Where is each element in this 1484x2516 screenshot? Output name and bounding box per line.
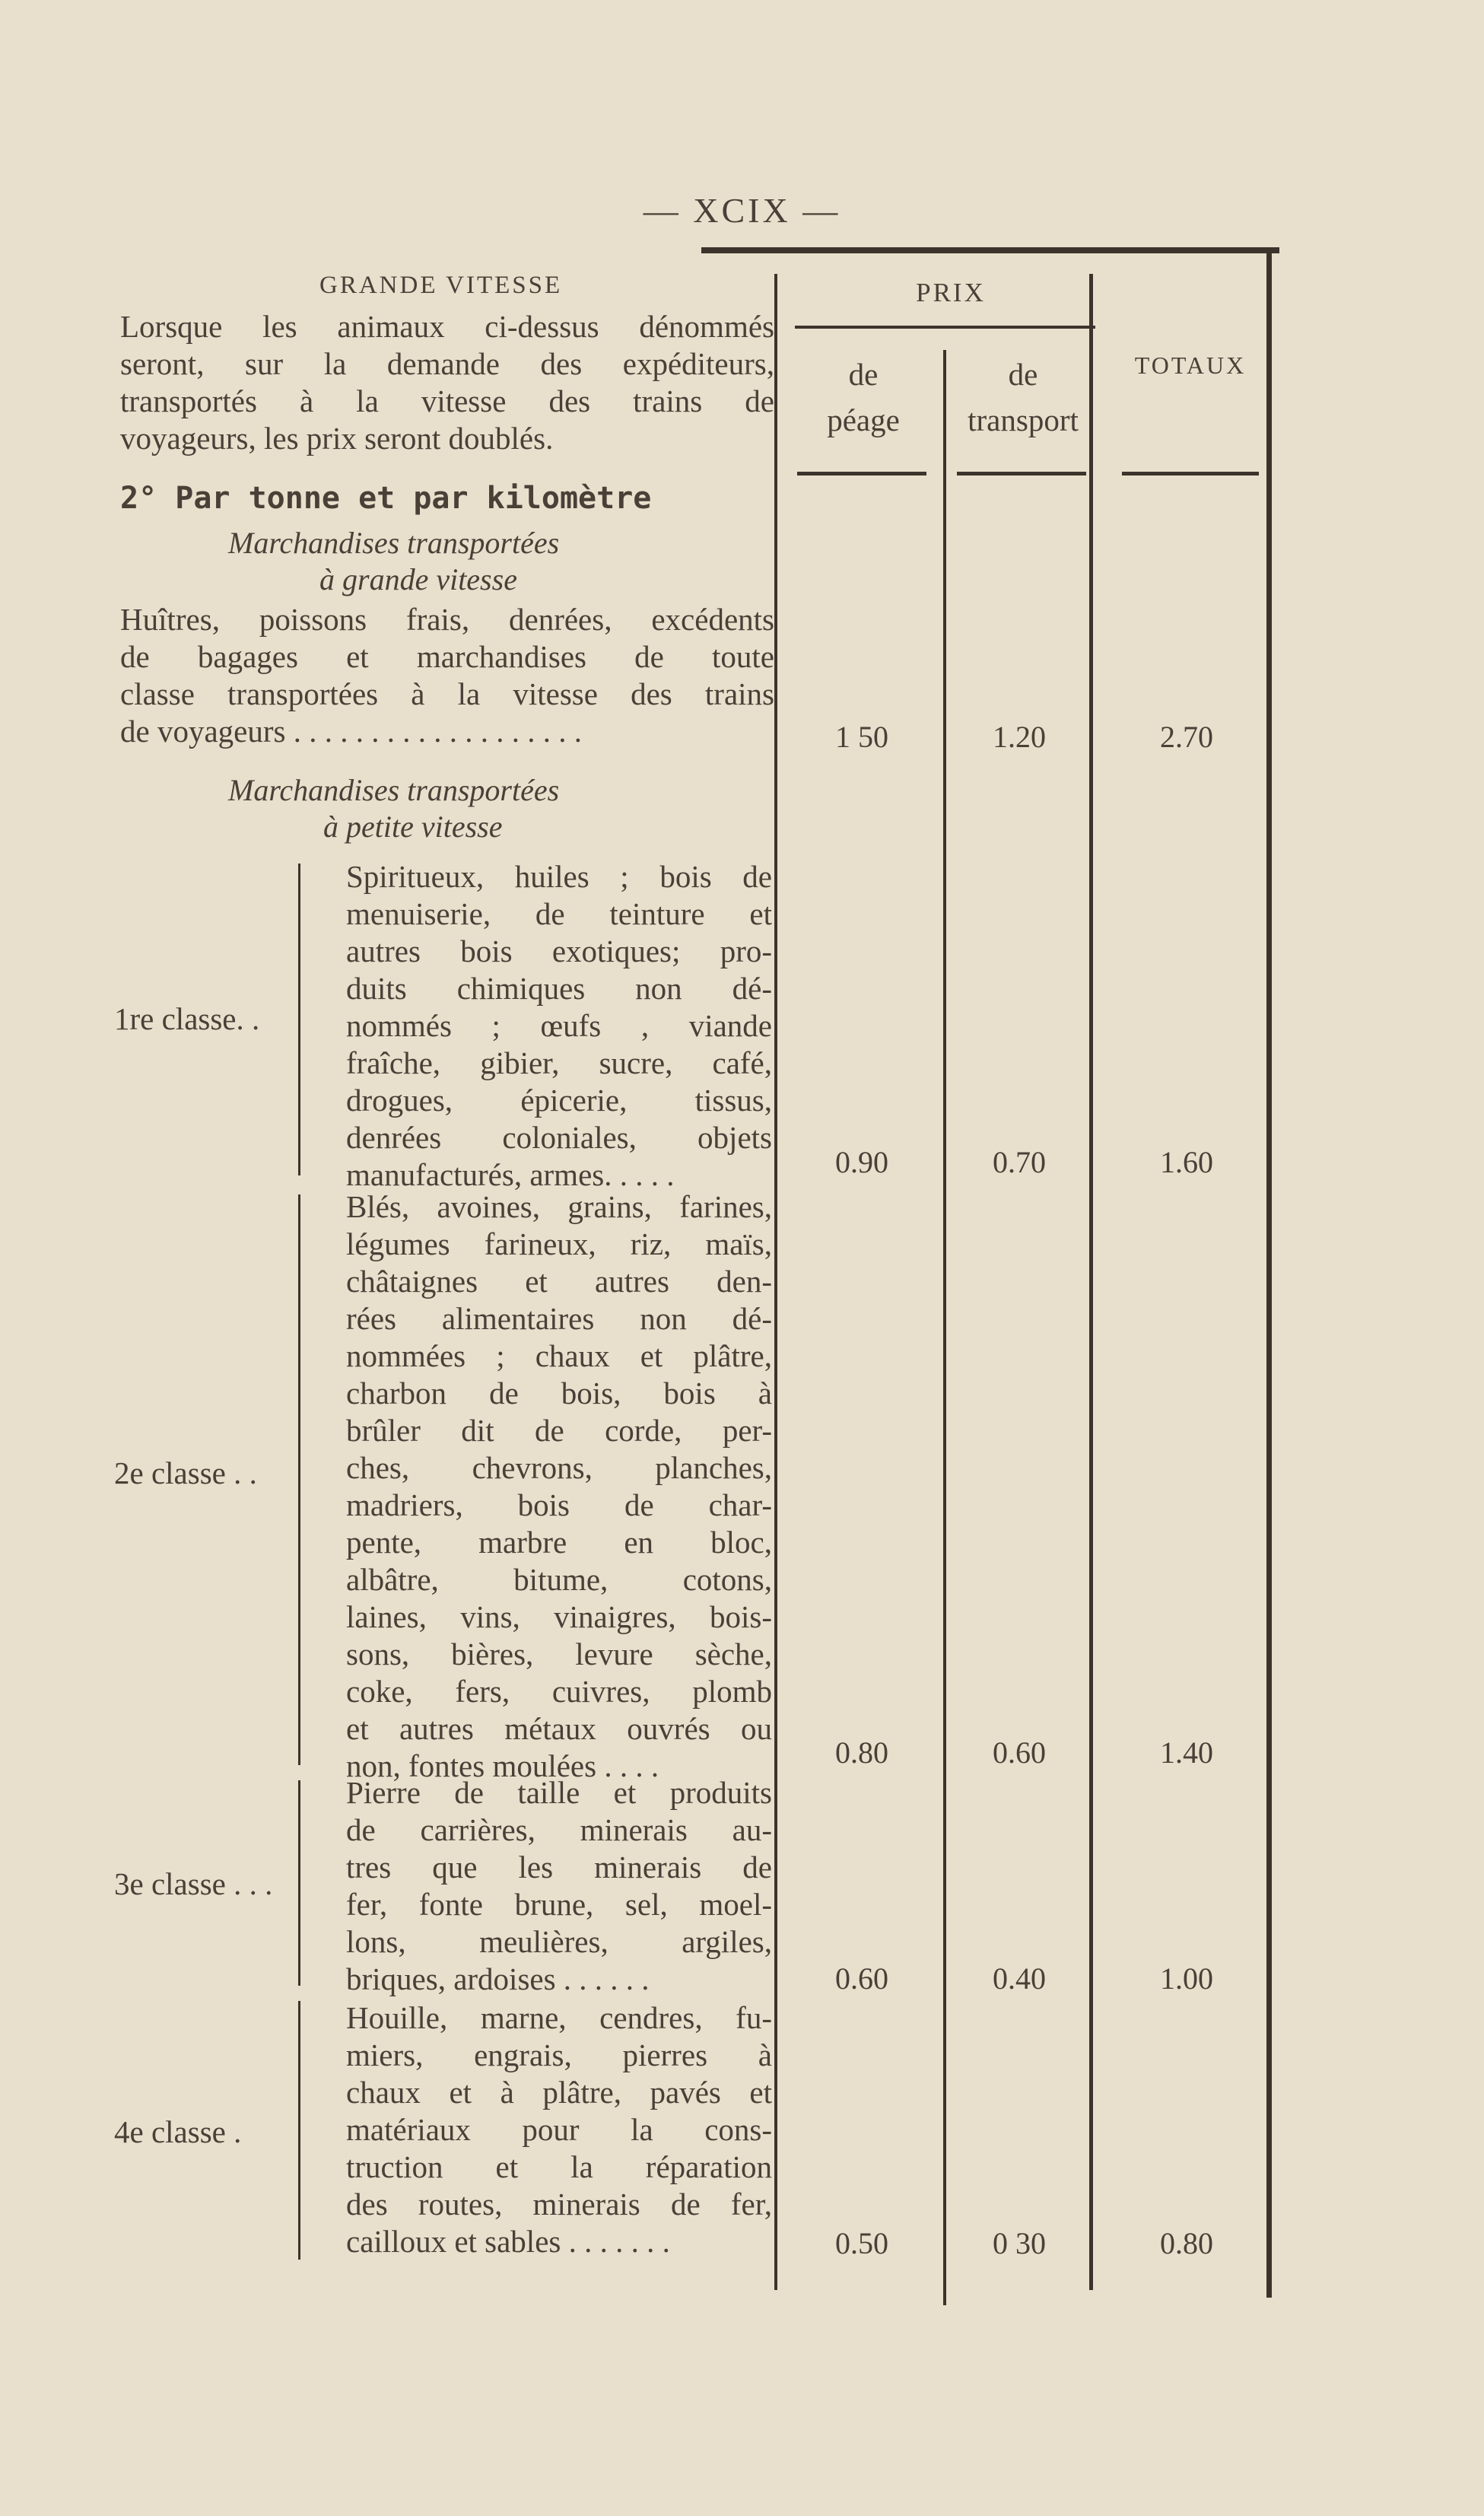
peage-value: 1 50 (835, 720, 888, 754)
class-3-line: Pierre de taille et produits (346, 1775, 772, 1810)
class-3-line: tres que les minerais de (346, 1850, 772, 1885)
class-2-line: sons, bières, levure sèche, (346, 1637, 772, 1672)
table-top-rule (701, 247, 1279, 253)
grande-line: Huîtres, poissons frais, denrées, excédents (120, 602, 774, 637)
class-2-line: ches, chevrons, planches, (346, 1450, 772, 1485)
class-3-text (346, 1774, 772, 1998)
peage-header-line1: de (848, 357, 879, 392)
class-3-line: fer, fonte brune, sel, moel- (346, 1887, 772, 1922)
grande-line: classe transportées à la vitesse des trains (120, 676, 774, 711)
prix-header: PRIX (916, 278, 986, 307)
class-4-label: 4e classe . (114, 2114, 242, 2149)
class-1-line: drogues, épicerie, tissus, (346, 1083, 772, 1118)
transport-totaux-rule (1089, 274, 1093, 2290)
class-2-line: nommées ; chaux et plâtre, (346, 1338, 772, 1373)
peage-value: 0.60 (835, 1961, 888, 1996)
class-4-line: des routes, minerais de fer, (346, 2187, 772, 2222)
intro-line: Lorsque les animaux ci-dessus dénommés (120, 309, 774, 344)
class-1-line: denrées coloniales, objets (346, 1120, 772, 1155)
class-3-line: briques, ardoises . . . . . . (346, 1961, 650, 1996)
peage-value: 0.80 (835, 1735, 888, 1770)
class-1-text (346, 858, 772, 1194)
class-2-line: coke, fers, cuivres, plomb (346, 1674, 772, 1709)
section-title: 2° Par tonne et par kilomètre (120, 481, 652, 516)
class-3-line: de carrières, minerais au- (346, 1812, 772, 1847)
total-value: 0.80 (1160, 2226, 1213, 2260)
transport-header (947, 351, 1099, 443)
total-value: 1.60 (1160, 1145, 1213, 1179)
grande-line: de voyageurs . . . . . . . . . . . . . . . . . . . (120, 714, 582, 749)
class-2-line: charbon de bois, bois à (346, 1376, 772, 1411)
class-4-line: miers, engrais, pierres à (346, 2037, 772, 2072)
class-1-line: Spiritueux, huiles ; bois de (346, 859, 772, 894)
grande-subtitle-1: Marchandises transportées (228, 526, 560, 560)
header-rule-transport (957, 472, 1086, 476)
table-left-rule (774, 274, 777, 2290)
class-1-label: 1re classe. . (114, 1001, 260, 1036)
class-4-line: matériaux pour la cons- (346, 2112, 772, 2147)
total-value: 2.70 (1160, 720, 1213, 754)
class-1-line: nommés ; œufs , viande (346, 1008, 772, 1043)
class-3-line: lons, meulières, argiles, (346, 1924, 772, 1959)
class-2-line: albâtre, bitume, cotons, (346, 1562, 772, 1597)
transport-value: 1.20 (993, 720, 1046, 754)
grande-vitesse-heading: GRANDE VITESSE (319, 272, 563, 299)
grande-subtitle-2: à grande vitesse (319, 562, 517, 596)
peage-header (791, 351, 936, 443)
header-rule-totaux (1122, 472, 1259, 476)
peage-header-line2: péage (827, 402, 900, 437)
class-1-line: duits chimiques non dé- (346, 971, 772, 1006)
intro-line: voyageurs, les prix seront doublés. (120, 421, 554, 456)
transport-value: 0 30 (993, 2226, 1046, 2260)
intro-line: transportés à la vitesse des trains de (120, 383, 774, 418)
class-2-line: châtaignes et autres den- (346, 1264, 772, 1299)
class-4-brace (298, 2001, 300, 2260)
class-4-line: chaux et à plâtre, pavés et (346, 2075, 772, 2110)
petite-subtitle-2: à petite vitesse (323, 810, 503, 844)
class-2-line: légumes farineux, riz, maïs, (346, 1226, 772, 1261)
grande-line: de bagages et marchandises de toute (120, 639, 774, 674)
header-rule-peage (797, 472, 926, 476)
class-2-line: Blés, avoines, grains, farines, (346, 1189, 772, 1224)
peage-transport-rule (943, 350, 946, 2305)
class-4-text (346, 1999, 772, 2260)
class-1-line: autres bois exotiques; pro- (346, 934, 772, 969)
peage-value: 0.90 (835, 1145, 888, 1179)
prix-brace-rule (795, 326, 1095, 329)
class-4-line: Houille, marne, cendres, fu- (346, 2000, 772, 2035)
page-number: — XCIX — (643, 191, 841, 230)
total-value: 1.40 (1160, 1735, 1213, 1770)
class-2-label: 2e classe . . (114, 1455, 257, 1490)
class-2-brace (298, 1194, 300, 1765)
class-4-line: truction et la réparation (346, 2149, 772, 2184)
class-1-line: fraîche, gibier, sucre, café, (346, 1045, 772, 1080)
class-2-line: laines, vins, vinaigres, bois- (346, 1599, 772, 1634)
class-1-line: menuiserie, de teinture et (346, 896, 772, 931)
transport-value: 0.70 (993, 1145, 1046, 1179)
transport-value: 0.60 (993, 1735, 1046, 1770)
total-value: 1.00 (1160, 1961, 1213, 1996)
class-3-label: 3e classe . . . (114, 1866, 273, 1901)
intro-paragraph (120, 308, 774, 457)
class-2-line: madriers, bois de char- (346, 1487, 772, 1522)
transport-header-line1: de (1008, 357, 1038, 392)
totaux-header: TOTAUX (1134, 351, 1247, 379)
intro-line: seront, sur la demande des expéditeurs, (120, 346, 774, 381)
peage-value: 0.50 (835, 2226, 888, 2260)
class-2-line: rées alimentaires non dé- (346, 1301, 772, 1336)
transport-value: 0.40 (993, 1961, 1046, 1996)
class-2-line: et autres métaux ouvrés ou (346, 1711, 772, 1746)
table-right-rule (1266, 251, 1272, 2298)
class-2-line: pente, marbre en bloc, (346, 1525, 772, 1560)
class-3-brace (298, 1780, 300, 1986)
petite-subtitle-1: Marchandises transportées (228, 773, 560, 807)
grande-paragraph (120, 601, 774, 750)
class-1-brace (298, 864, 300, 1175)
class-2-line: non, fontes moulées . . . . (346, 1748, 659, 1783)
class-2-text (346, 1188, 772, 1785)
class-1-line: manufacturés, armes. . . . . (346, 1157, 675, 1192)
class-2-line: brûler dit de corde, per- (346, 1413, 772, 1448)
class-4-line: cailloux et sables . . . . . . . (346, 2224, 670, 2259)
transport-header-line2: transport (968, 402, 1079, 437)
